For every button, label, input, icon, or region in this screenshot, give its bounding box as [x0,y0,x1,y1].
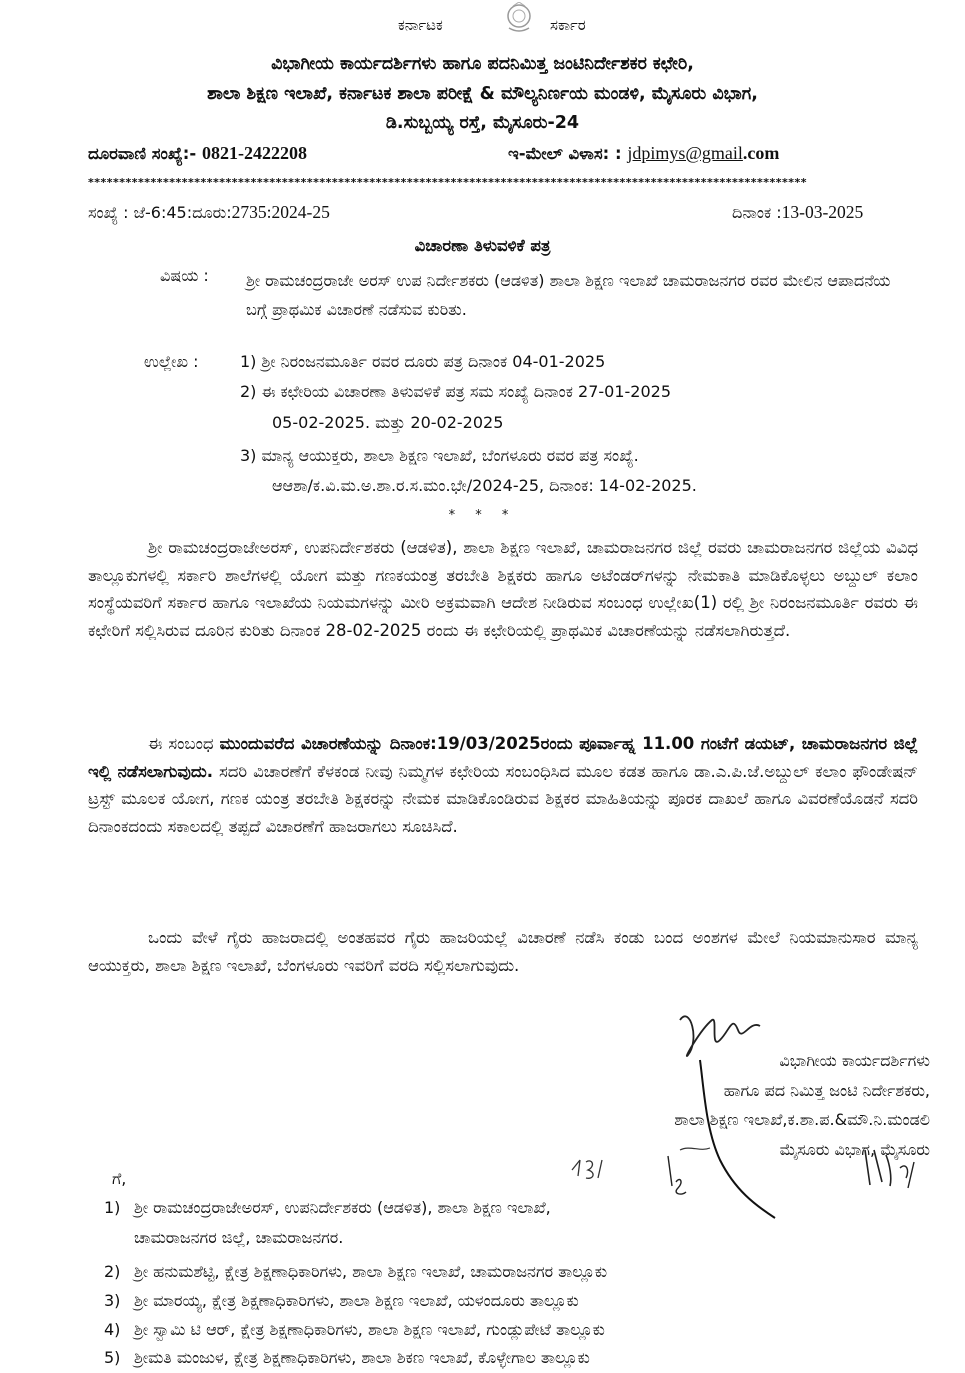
recipient-text: ಶ್ರೀಮತಿ ಮಂಜುಳ, ಕ್ಷೇತ್ರ ಶಿಕ್ಷಣಾಧಿಕಾರಿಗಳು, ಶಾಲಾ ಶಿಕಣ ಇಲಾಖೆ, ಕೊಳ್ಳೇಗಾಲ ತಾಲ್ಲೂಕು [134,1348,590,1367]
signatory-line-2: ಹಾಗೂ ಪದ ನಿಮಿತ್ತ ಜಂಟಿ ನಿರ್ದೇಶಕರು, [723,1080,930,1100]
email-info [508,143,779,164]
subject-text: ಶ್ರೀ ರಾಮಚಂದ್ರರಾಜೇ ಅರಸ್ ಉಪ ನಿರ್ದೇಶಕರು (ಆಡಳಿತ) ಶಾಲಾ ಶಿಕ್ಷಣ ಇಲಾಖೆ ಚಾಮರಾಜನಗರ ರವರ ಮೇಲಿನ ಆಪಾದನೆಯ ಬಗ್ಗೆ ಪ್ರಾಥಮಿಕ ವಿಚಾರಣೆ ನಡೆಸುವ ಕುರಿತು. [246,271,891,319]
recipient-item-cont: ಚಾಮರಾಜನಗರ ಜಿಲ್ಲೆ, ಚಾಮರಾಜನಗರ. [134,1228,344,1247]
reference-item-2-cont: 05-02-2025. ಮತ್ತು 20-02-2025 [272,413,504,432]
signatory-line-3: ಶಾಲಾ ಶಿಕ್ಷಣ ಇಲಾಖೆ,ಕ.ಶಾ.ಪ.&ಮೌ.ನಿ.ಮಂಡಲಿ [674,1110,930,1129]
recipient-item [104,1262,607,1282]
office-name-line1: ವಿಭಾಗೀಯ ಕಾರ್ಯದರ್ಶಿಗಳು ಹಾಗೂ ಪದನಿಮಿತ್ತ ಜಂಟಿನಿರ್ದೇಶಕರ ಕಛೇರಿ, [271,54,694,74]
reference-number-value: 2735:2024-25 [231,202,330,222]
body-paragraph-3: ಒಂದು ವೇಳೆ ಗೈರು ಹಾಜರಾದಲ್ಲಿ ಅಂತಹವರ ಗೈರು ಹಾಜರಿಯಲ್ಲೆ ವಿಚಾರಣೆ ನಡೆಸಿ ಕಂಡು ಬಂದ ಅಂಶಗಳ ಮೇಲೆ ನಿಯಮಾನುಸಾರ ಮಾನ್ಯ ಆಯುಕ್ತರು, ಶಾಲಾ ಶಿಕ್ಷಣ ಇಲಾಖೆ, ಬೆಂಗಳೂರು ಇವರಿಗೆ ವರದಿ ಸಲ್ಲಿಸಲಾಗುವುದು. [88,928,918,975]
recipient-item [104,1291,579,1311]
reference-number [88,202,330,223]
state-emblem-icon [497,2,541,34]
recipient-item [104,1348,590,1368]
office-name-line2: ಶಾಲಾ ಶಿಕ್ಷಣ ಇಲಾಖೆ, ಕರ್ನಾಟಕ ಶಾಲಾ ಪರೀಕ್ಷೆ & ಮೌಲ್ಯನಿರ್ಣಯ ಮಂಡಳಿ, ಮೈಸೂರು ವಿಭಾಗ, [207,84,758,104]
recipient-number: 5) [104,1348,121,1367]
header-government-right: ಸರ್ಕಾರ [550,16,586,34]
signatory-block [530,1046,930,1164]
letter-date [732,202,863,223]
recipient-text: ಶ್ರೀ ಮಾರಯ್ಯ, ಕ್ಷೇತ್ರ ಶಿಕ್ಷಣಾಧಿಕಾರಿಗಳು, ಶಾಲಾ ಶಿಕ್ಷಣ ಇಲಾಖೆ, ಯಳಂದೂರು ತಾಲ್ಲೂಕು [134,1291,579,1310]
recipient-text: ಶ್ರೀ ರಾಮಚಂದ್ರರಾಜೇಅರಸ್, ಉಪನಿರ್ದೇಶಕರು (ಆಡಳಿತ), ಶಾಲಾ ಶಿಕ್ಷಣ ಇಲಾಖೆ, [134,1198,551,1217]
references-label: ಉಲ್ಲೇಖ : [144,352,199,371]
body-paragraph-1: ಶ್ರೀ ರಾಮಚಂದ್ರರಾಜೇಅರಸ್, ಉಪನಿರ್ದೇಶಕರು (ಆಡಳಿತ), ಶಾಲಾ ಶಿಕ್ಷಣ ಇಲಾಖೆ, ಚಾಮರಾಜನಗರ ಜಿಲ್ಲೆ ರವರು ಚಾಮರಾಜನಗರ ಜಿಲ್ಲೆಯ ವಿವಿಧ ತಾಲ್ಲೂಕುಗಳಲ್ಲಿ ಸರ್ಕಾರಿ ಶಾಲೆಗಳಲ್ಲಿ ಯೋಗ ಮತ್ತು ಗಣಕಯಂತ್ರ ತರಬೇತಿ ಶಿಕ್ಷಕರು ಹಾಗೂ ಅಟೆಂಡರ್‌ಗಳನ್ನು ನೇಮಕಾತಿ ಮಾಡಿಕೊಳ್ಳಲು ಅಬ್ದುಲ್ ಕಲಾಂ ಸಂಸ್ಥೆಯವರಿಗೆ ಸರ್ಕಾರ ಹಾಗೂ ಇಲಾಖೆಯ ನಿಯಮಗಳನ್ನು ಮೀರಿ ಅಕ್ರಮವಾಗಿ ಆದೇಶ ನೀಡಿರುವ ಸಂಬಂಧ ಉಲ್ಲೇಖ(1) ರಲ್ಲಿ ಶ್ರೀ ನಿರಂಜನಮೂರ್ತಿ ರವರು ಈ ಕಛೇರಿಗೆ ಸಲ್ಲಿಸಿರುವ ದೂರಿನ ಕುರಿತು ದಿನಾಂಕ 28-02-2025 ರಂದು ಈ ಕಛೇರಿಯಲ್ಲಿ ಪ್ರಾಥಮಿಕ ವಿಚಾರಣೆಯನ್ನು ನಡೆಸಲಾಗಿರುತ್ತದೆ. [88,538,918,640]
recipient-number: 2) [104,1262,121,1281]
header-government-left: ಕರ್ನಾಟಕ [398,16,443,34]
signatory-line-4: ಮೈಸೂರು ವಿಭಾಗ, ಮೈಸೂರು [779,1139,930,1159]
paragraph-2-hearing-notice: ಮುಂದುವರೆದ ವಿಚಾರಣೆಯನ್ನು ದಿನಾಂಕ:19/03/2025ರಂದು ಪೂರ್ವಾಹ್ನ 11.00 ಗಂಟೆಗೆ ಡಯಟ್, ಚಾಮರಾಜನಗರ ಜಿಲ್ಲೆ ಇಲ್ಲಿ ನಡೆಸಲಾಗುವುದು. [88,734,918,781]
recipient-number: 4) [104,1320,121,1339]
recipient-item [104,1320,605,1340]
document-title: ವಿಚಾರಣಾ ತಿಳುವಳಿಕೆ ಪತ್ರ [414,236,551,255]
phone-number: 0821-2422208 [201,143,307,163]
paragraph-2-instructions: ಸದರಿ ವಿಚಾರಣೆಗೆ ಕೆಳಕಂಡ ನೀವು ನಿಮ್ಮಗಳ ಕಛೇರಿಯ ಸಂಬಂಧಿಸಿದ ಮೂಲ ಕಡತ ಹಾಗೂ ಡಾ.ಎ.ಪಿ.ಜೆ.ಅಬ್ದುಲ್ ಕಲಾಂ ಫೌಂಡೇಷನ್ ಟ್ರಸ್ಟ್ ಮೂಲಕ ಯೋಗ, ಗಣಕ ಯಂತ್ರ ತರಬೇತಿ ಶಿಕ್ಷಕರನ್ನು ನೇಮಕ ಮಾಡಿಕೊಂಡಿರುವ ಶಿಕ್ಷಕರ ಮಾಹಿತಿಯನ್ನು ಪೂರಕ ದಾಖಲೆ ಹಾಗೂ ವಿವರಣೆಯೊಡನೆ ಸದರಿ ದಿನಾಂಕದಂದು ಸಕಾಲದಲ್ಲಿ ತಪ್ಪದೆ ವಿಚಾರಣೆಗೆ ಹಾಜರಾಗಲು ಸೂಚಿಸಿದೆ. [88,761,918,836]
email-label: ಇ-ಮೇಲ್ ವಿಳಾಸ: : [508,144,622,163]
body-paragraph-2 [88,730,918,840]
recipient-text: ಶ್ರೀ ಸ್ವಾಮಿ ಟಿ ಆರ್, ಕ್ಷೇತ್ರ ಶಿಕ್ಷಣಾಧಿಕಾರಿಗಳು, ಶಾಲಾ ಶಿಕ್ಷಣ ಇಲಾಖೆ, ಗುಂಡ್ಲುಪೇಟೆ ತಾಲ್ಲೂಕು [134,1320,605,1339]
recipient-text: ಶ್ರೀ ಹನುಮಶೆಟ್ಟಿ, ಕ್ಷೇತ್ರ ಶಿಕ್ಷಣಾಧಿಕಾರಿಗಳು, ಶಾಲಾ ಶಿಕ್ಷಣ ಇಲಾಖೆ, ಚಾಮರಾಜನಗರ ತಾಲ್ಲೂಕು [134,1262,608,1281]
email-suffix: .com [742,143,780,163]
header-divider: ******************************************************************************************************************* [88,176,808,189]
reference-number-label: ಸಂಖ್ಯೆ : ಜೆ-6:45:ದೂರು: [88,203,232,222]
office-address: ಡಿ.ಸುಬ್ಬಯ್ಯ ರಸ್ತೆ, ಮೈಸೂರು-24 [385,113,580,133]
paragraph-2-lead: ಈ ಸಂಬಂಧ [148,734,220,753]
recipient-number: 1) [104,1198,121,1217]
email-link[interactable]: jdpimys@gmail [627,143,743,163]
phone-info [88,143,307,164]
reference-item-3-cont: ಆಆಶಾ/ಕ.ವಿ.ಮ.ಅ.ಶಾ.ರ.ಸ.ಮಂ.ಭೇ/2024-25, ದಿನಾಂಕ: 14-02-2025. [272,476,697,495]
section-separator: * * * [448,508,517,523]
reference-item-1: 1) ಶ್ರೀ ನಿರಂಜನಮೂರ್ತಿ ರವರ ದೂರು ಪತ್ರ ದಿನಾಂಕ 04-01-2025 [240,352,606,371]
letter-date-value: 13-03-2025 [781,202,864,222]
phone-label: ದೂರವಾಣಿ ಸಂಖ್ಯೆ:- [88,144,197,163]
subject-label: ವಿಷಯ : [160,266,209,285]
letter-date-label: ದಿನಾಂಕ : [732,203,782,222]
recipient-number: 3) [104,1291,121,1310]
reference-item-3: 3) ಮಾನ್ಯ ಆಯುಕ್ತರು, ಶಾಲಾ ಶಿಕ್ಷಣ ಇಲಾಖೆ, ಬೆಂಗಳೂರು ರವರ ಪತ್ರ ಸಂಖ್ಯೆ. [240,446,639,465]
recipients-label: ಗೆ, [112,1169,127,1188]
reference-item-2: 2) ಈ ಕಛೇರಿಯ ವಿಚಾರಣಾ ತಿಳುವಳಿಕೆ ಪತ್ರ ಸಮ ಸಂಖ್ಯೆ ದಿನಾಂಕ 27-01-2025 [240,382,672,401]
signatory-line-1: ವಿಭಾಗೀಯ ಕಾರ್ಯದರ್ಶಿಗಳು [779,1051,930,1070]
recipient-item [104,1198,551,1218]
